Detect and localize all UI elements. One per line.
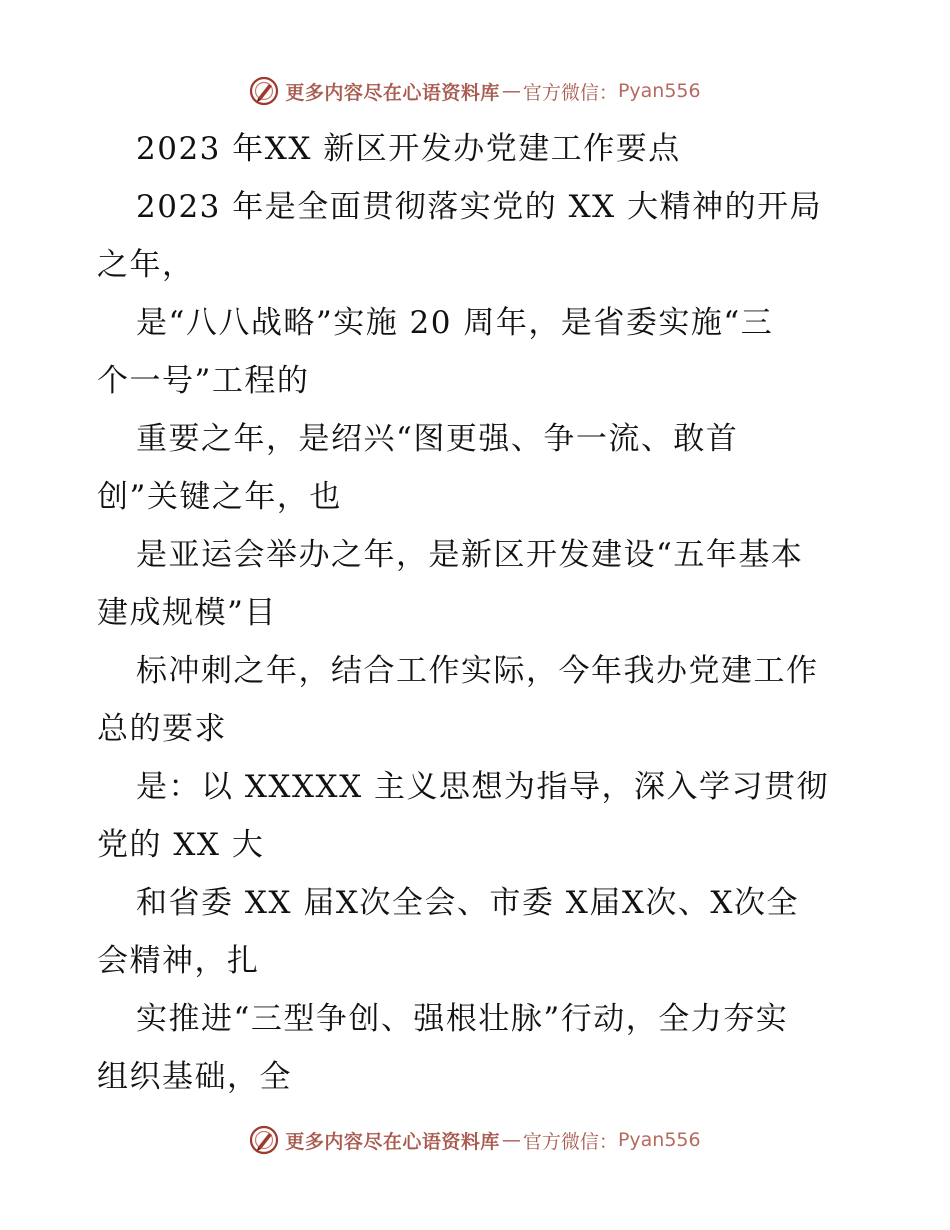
pen-seal-logo-icon: [249, 1125, 279, 1155]
paragraph-line: 实推进“三型争创、强根壮脉”行动，全力夯实: [136, 1001, 789, 1037]
paragraph-line: 个一号”工程的: [97, 363, 310, 399]
paragraph-line: 和省委 XX 届X次全会、市委 X届X次、X次全: [136, 885, 799, 921]
paragraph-line: 党的 XX 大: [97, 827, 265, 863]
document-title: 2023 年XX 新区开发办党建工作要点: [136, 131, 681, 167]
paragraph-line: 是亚运会举办之年，是新区开发建设“五年基本: [136, 537, 804, 573]
watermark-text: 更多内容尽在心语资料库: [285, 1130, 500, 1153]
watermark-label: 官方微信：: [522, 1130, 618, 1153]
paragraph-line: 重要之年，是绍兴“图更强、争一流、敢首: [136, 421, 739, 457]
document-body: [97, 120, 857, 1106]
paragraph-line: 是：以 XXXXX 主义思想为指导，深入学习贯彻: [136, 769, 830, 805]
pen-seal-logo-icon: [249, 76, 279, 106]
watermark-text: 更多内容尽在心语资料库: [285, 81, 500, 104]
paragraph-line: 创”关键之年，也: [97, 479, 342, 515]
paragraph-line: 总的要求: [97, 711, 227, 747]
paragraph-line: 标冲刺之年，结合工作实际，今年我办党建工作: [136, 653, 819, 689]
watermark-id: Pyan556: [617, 1129, 701, 1151]
watermark-banner-top: [0, 71, 950, 111]
paragraph-line: 是“八八战略”实施 20 周年，是省委实施“三: [136, 305, 774, 341]
paragraph-line: 2023 年是全面贯彻落实党的 XX 大精神的开局: [136, 189, 823, 225]
watermark-label: 官方微信：: [522, 81, 618, 104]
watermark-banner-bottom: [0, 1120, 950, 1160]
watermark-id: Pyan556: [617, 80, 701, 102]
paragraph-line: 建成规模”目: [97, 595, 277, 631]
watermark-dash: —: [501, 1129, 521, 1151]
paragraph-line: 会精神，扎: [97, 943, 260, 979]
paragraph-line: 之年，: [97, 247, 195, 283]
paragraph-line: 组织基础，全: [97, 1059, 292, 1095]
watermark-dash: —: [501, 80, 521, 102]
